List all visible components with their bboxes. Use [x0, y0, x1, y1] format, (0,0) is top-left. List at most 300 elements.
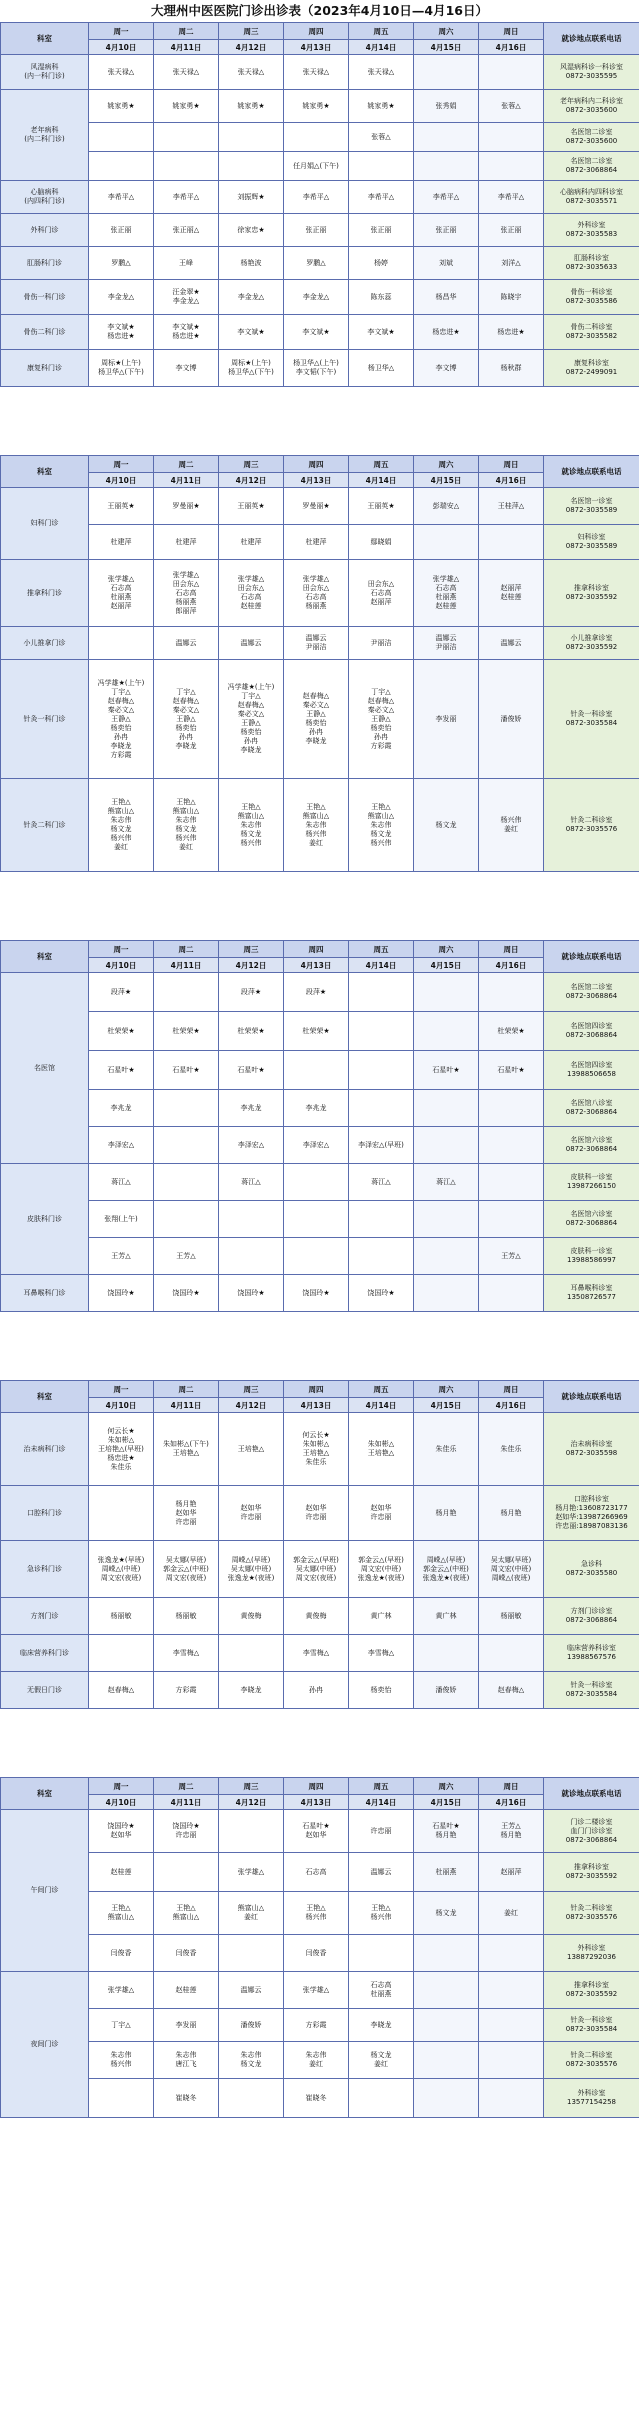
doctor-cell: 张学雄△ 石志高 杜丽燕 赵丽萍	[89, 560, 154, 627]
table-row	[1, 280, 639, 315]
header-day: 周一	[89, 23, 154, 40]
doctor-cell: 杜荣荣★	[284, 1012, 349, 1051]
header-date: 4月11日	[154, 40, 219, 55]
doctor-cell: 杨忠进★	[479, 315, 544, 350]
doctor-cell: 张学雄△ 石志高 杜丽燕 赵桂莲	[414, 560, 479, 627]
doctor-cell	[349, 1090, 414, 1127]
doctor-cell	[479, 123, 544, 152]
doctor-cell: 王芳△	[479, 1238, 544, 1275]
header-dept: 科室	[1, 1381, 89, 1413]
doctor-cell: 王艳△ 熊富山△ 朱志伟 杨文龙 杨兴伟	[219, 779, 284, 872]
table-row	[1, 488, 639, 525]
doctor-cell: 石志高	[284, 1853, 349, 1892]
header-date: 4月15日	[414, 1398, 479, 1413]
doctor-cell	[89, 627, 154, 660]
header-day: 周一	[89, 941, 154, 958]
doctor-cell: 李希平△	[349, 181, 414, 214]
doctor-cell: 何云长★ 朱如彬△ 王培艳△ 朱佳乐	[284, 1413, 349, 1486]
dept-cell: 午间门诊	[1, 1810, 89, 1972]
doctor-cell: 杨丽敏	[154, 1598, 219, 1635]
doctor-cell	[479, 1127, 544, 1164]
doctor-cell: 赵如华 许忠丽	[349, 1486, 414, 1541]
doctor-cell: 温娜云	[479, 627, 544, 660]
table-row	[1, 315, 639, 350]
doctor-cell: 张翔(上午)	[89, 1201, 154, 1238]
doctor-cell	[479, 1635, 544, 1672]
header-day: 周日	[479, 456, 544, 473]
doctor-cell: 方彩霞	[154, 1672, 219, 1709]
doctor-cell: 彭瑞安△	[414, 488, 479, 525]
dept-cell: 针灸一科门诊	[1, 660, 89, 779]
doctor-cell: 陈晓宇	[479, 280, 544, 315]
section-gap	[0, 387, 639, 455]
header-day: 周二	[154, 23, 219, 40]
doctor-cell: 朱佳乐	[479, 1413, 544, 1486]
contact-cell: 皮肤科一诊室 13988586997	[544, 1238, 639, 1275]
doctor-cell: 石星叶★	[219, 1051, 284, 1090]
doctor-cell: 段萍★	[89, 973, 154, 1012]
doctor-cell: 张天禄△	[349, 55, 414, 90]
doctor-cell: 姚家勇★	[284, 90, 349, 123]
doctor-cell	[349, 973, 414, 1012]
doctor-cell: 李文博	[414, 350, 479, 387]
header-date: 4月14日	[349, 1795, 414, 1810]
doctor-cell: 王艳△ 熊富山△ 朱志伟 杨文龙 杨兴伟	[349, 779, 414, 872]
doctor-cell: 杨卫华△(上午) 李文韬(下午)	[284, 350, 349, 387]
doctor-cell: 朱志伟 姜红	[284, 2042, 349, 2079]
doctor-cell: 王培艳△	[219, 1413, 284, 1486]
header-day: 周三	[219, 456, 284, 473]
contact-cell: 小儿推拿诊室 0872-3035592	[544, 627, 639, 660]
header-date: 4月16日	[479, 40, 544, 55]
contact-cell: 临床营养科诊室 13988567576	[544, 1635, 639, 1672]
contact-cell: 名医馆六诊室 0872-3068864	[544, 1201, 639, 1238]
header-date: 4月11日	[154, 1795, 219, 1810]
header-day: 周二	[154, 1778, 219, 1795]
header-date: 4月13日	[284, 40, 349, 55]
doctor-cell: 许忠丽	[349, 1810, 414, 1853]
doctor-cell: 杨兴伟 姜红	[479, 779, 544, 872]
header-day: 周四	[284, 23, 349, 40]
header-row	[1, 456, 639, 473]
doctor-cell: 姚家勇★	[89, 90, 154, 123]
doctor-cell: 张正丽	[284, 214, 349, 247]
doctor-cell	[414, 1090, 479, 1127]
doctor-cell: 张学雄△	[284, 1972, 349, 2009]
header-date: 4月15日	[414, 1795, 479, 1810]
table-row	[1, 123, 639, 152]
doctor-cell: 张学雄△	[89, 1972, 154, 2009]
doctor-cell: 温娜云 尹丽洁	[414, 627, 479, 660]
contact-cell: 针灸一科诊室 0872-3035584	[544, 660, 639, 779]
doctor-cell: 徐家忠★	[219, 214, 284, 247]
doctor-cell	[284, 1201, 349, 1238]
doctor-cell: 朱志伟 杨文龙	[219, 2042, 284, 2079]
doctor-cell: 李兆龙	[219, 1090, 284, 1127]
doctor-cell	[414, 55, 479, 90]
doctor-cell	[219, 2079, 284, 2118]
header-day: 周六	[414, 23, 479, 40]
doctor-cell: 赵如华 许忠丽	[284, 1486, 349, 1541]
doctor-cell: 李金龙△	[219, 280, 284, 315]
page-title: 大理州中医医院门诊出诊表（2023年4月10日—4月16日）	[151, 3, 488, 18]
doctor-cell: 张正丽	[414, 214, 479, 247]
doctor-cell: 李晓龙	[219, 1672, 284, 1709]
doctor-cell: 李希平△	[89, 181, 154, 214]
doctor-cell: 周嵘△(早班) 郭金云△(中班) 张逸龙★(夜班)	[414, 1541, 479, 1598]
header-day: 周日	[479, 941, 544, 958]
doctor-cell: 石星叶★	[479, 1051, 544, 1090]
doctor-cell	[414, 1935, 479, 1972]
contact-cell: 急诊科 0872-3035580	[544, 1541, 639, 1598]
doctor-cell: 王丽英★	[89, 488, 154, 525]
header-day: 周二	[154, 456, 219, 473]
doctor-cell: 杜丽燕	[414, 1853, 479, 1892]
doctor-cell: 李泽宏△	[219, 1127, 284, 1164]
doctor-cell: 周嵘△(早班) 吴太娜(中班) 张逸龙★(夜班)	[219, 1541, 284, 1598]
doctor-cell: 李晓龙	[349, 2009, 414, 2042]
doctor-cell	[479, 525, 544, 560]
header-date: 4月12日	[219, 1795, 284, 1810]
doctor-cell	[414, 525, 479, 560]
contact-cell: 推拿科诊室 0872-3035592	[544, 560, 639, 627]
doctor-cell: 冯学雄★(上午) 丁宇△ 赵春梅△ 秦必文△ 王静△ 杨奕怡 孙冉 李晓龙	[219, 660, 284, 779]
doctor-cell	[414, 1238, 479, 1275]
section-gap	[0, 872, 639, 940]
doctor-cell	[284, 1238, 349, 1275]
doctor-cell: 黄俊梅	[219, 1598, 284, 1635]
header-day: 周四	[284, 1778, 349, 1795]
doctor-cell: 刘振辉★	[219, 181, 284, 214]
table-row	[1, 2009, 639, 2042]
doctor-cell: 杨奕怡	[349, 1672, 414, 1709]
header-date: 4月11日	[154, 958, 219, 973]
header-date: 4月14日	[349, 40, 414, 55]
doctor-cell: 王芳△	[154, 1238, 219, 1275]
header-date: 4月15日	[414, 473, 479, 488]
table-row	[1, 1972, 639, 2009]
header-date: 4月10日	[89, 958, 154, 973]
doctor-cell: 赵丽萍	[479, 1853, 544, 1892]
doctor-cell: 饶国玲★	[284, 1275, 349, 1312]
table-row	[1, 2042, 639, 2079]
contact-cell: 治未病科诊室 0872-3035598	[544, 1413, 639, 1486]
doctor-cell: 王艳△ 熊富山△	[154, 1892, 219, 1935]
contact-cell: 针灸一科诊室 0872-3035584	[544, 2009, 639, 2042]
contact-cell: 口腔科诊室 杨月艳:13608723177 赵如华:13987266969 许忠丽:18987083136	[544, 1486, 639, 1541]
header-day: 周一	[89, 1778, 154, 1795]
doctor-cell	[479, 55, 544, 90]
contact-cell: 针灸二科诊室 0872-3035576	[544, 779, 639, 872]
table-row	[1, 1853, 639, 1892]
doctor-cell: 闫俊香	[284, 1935, 349, 1972]
header-row	[1, 1381, 639, 1398]
doctor-cell: 王桂萍△	[479, 488, 544, 525]
contact-cell: 皮肤科一诊室 13987266150	[544, 1164, 639, 1201]
doctor-cell	[414, 152, 479, 181]
doctor-cell	[89, 123, 154, 152]
schedule-tables	[0, 22, 639, 2118]
doctor-cell: 朱如彬△ 王培艳△	[349, 1413, 414, 1486]
table-row	[1, 1541, 639, 1598]
dept-cell: 肛肠科门诊	[1, 247, 89, 280]
doctor-cell: 闫俊香	[89, 1935, 154, 1972]
doctor-cell: 方彩霞	[284, 2009, 349, 2042]
table-row	[1, 1635, 639, 1672]
dept-cell: 心脑病科 (内四科门诊)	[1, 181, 89, 214]
doctor-cell: 杨文龙	[414, 779, 479, 872]
dept-cell: 骨伤一科门诊	[1, 280, 89, 315]
table-row	[1, 1090, 639, 1127]
doctor-cell: 温娜云 尹丽洁	[284, 627, 349, 660]
doctor-cell: 张学雄△	[219, 1853, 284, 1892]
doctor-cell	[89, 2079, 154, 2118]
doctor-cell: 吴太娜(早班) 周文宏(中班) 周嵘△(夜班)	[479, 1541, 544, 1598]
header-date: 4月16日	[479, 1398, 544, 1413]
doctor-cell	[154, 1127, 219, 1164]
doctor-cell: 杜荣荣★	[154, 1012, 219, 1051]
doctor-cell: 张天禄△	[154, 55, 219, 90]
contact-cell: 推拿科诊室 0872-3035592	[544, 1853, 639, 1892]
doctor-cell: 张蓉△	[479, 90, 544, 123]
doctor-cell: 杨月艳	[414, 1486, 479, 1541]
doctor-cell: 赵桂莲	[89, 1853, 154, 1892]
doctor-cell	[349, 1201, 414, 1238]
doctor-cell: 丁宇△ 赵春梅△ 秦必文△ 王静△ 杨奕怡 孙冉 方彩霞	[349, 660, 414, 779]
doctor-cell: 温娜云	[349, 1853, 414, 1892]
doctor-cell: 王丽英★	[349, 488, 414, 525]
doctor-cell: 闫俊香	[154, 1935, 219, 1972]
header-day: 周三	[219, 941, 284, 958]
header-dept: 科室	[1, 23, 89, 55]
section-gap	[0, 1709, 639, 1777]
schedule-table-1	[0, 22, 639, 387]
doctor-cell	[219, 1201, 284, 1238]
contact-cell: 针灸二科诊室 0872-3035576	[544, 1892, 639, 1935]
doctor-cell: 汪金翠★ 李金龙△	[154, 280, 219, 315]
contact-cell: 外科诊室 13887292036	[544, 1935, 639, 1972]
header-day: 周四	[284, 941, 349, 958]
doctor-cell: 石星叶★	[154, 1051, 219, 1090]
doctor-cell	[284, 1051, 349, 1090]
doctor-cell	[479, 1164, 544, 1201]
doctor-cell: 张逸龙★(早班) 周嵘△(中班) 周文宏(夜班)	[89, 1541, 154, 1598]
header-date: 4月13日	[284, 958, 349, 973]
doctor-cell: 何云长★ 朱如彬△ 王培艳△(早班) 杨忠进★ 朱佳乐	[89, 1413, 154, 1486]
table-row	[1, 152, 639, 181]
doctor-cell	[414, 1201, 479, 1238]
doctor-cell: 温娜云	[154, 627, 219, 660]
header-date: 4月12日	[219, 958, 284, 973]
doctor-cell: 王丽英★	[219, 488, 284, 525]
doctor-cell: 王芳△ 杨月艳	[479, 1810, 544, 1853]
header-date: 4月10日	[89, 1795, 154, 1810]
header-date-row	[1, 40, 639, 55]
doctor-cell: 罗曼丽★	[154, 488, 219, 525]
dept-cell: 皮肤科门诊	[1, 1164, 89, 1275]
doctor-cell: 朱志伟 唐江飞	[154, 2042, 219, 2079]
header-day: 周五	[349, 941, 414, 958]
contact-cell: 外科诊室 13577154258	[544, 2079, 639, 2118]
header-contact: 就诊地点联系电话	[544, 1778, 639, 1810]
doctor-cell: 李雪梅△	[284, 1635, 349, 1672]
contact-cell: 针灸二科诊室 0872-3035576	[544, 2042, 639, 2079]
doctor-cell	[349, 1238, 414, 1275]
schedule-table-2	[0, 455, 639, 872]
dept-cell: 临床营养科门诊	[1, 1635, 89, 1672]
doctor-cell: 杨婷	[349, 247, 414, 280]
doctor-cell	[479, 1935, 544, 1972]
table-row	[1, 560, 639, 627]
doctor-cell: 张正丽	[479, 214, 544, 247]
header-row	[1, 1778, 639, 1795]
doctor-cell: 段萍★	[219, 973, 284, 1012]
doctor-cell: 杨月艳	[479, 1486, 544, 1541]
contact-cell: 针灸一科诊室 0872-3035584	[544, 1672, 639, 1709]
doctor-cell: 李文斌★ 杨忠进★	[154, 315, 219, 350]
doctor-cell: 李金龙△	[89, 280, 154, 315]
doctor-cell: 张蓉△	[349, 123, 414, 152]
header-date-row	[1, 1795, 639, 1810]
header-dept: 科室	[1, 941, 89, 973]
doctor-cell	[154, 973, 219, 1012]
doctor-cell: 段萍★	[284, 973, 349, 1012]
table-row	[1, 1935, 639, 1972]
header-day: 周一	[89, 456, 154, 473]
dept-cell: 妇科门诊	[1, 488, 89, 560]
doctor-cell: 尹丽洁	[349, 627, 414, 660]
table-row	[1, 181, 639, 214]
dept-cell: 推拿科门诊	[1, 560, 89, 627]
doctor-cell: 饶国玲★ 赵如华	[89, 1810, 154, 1853]
doctor-cell: 杨丽敏	[89, 1598, 154, 1635]
header-contact: 就诊地点联系电话	[544, 1381, 639, 1413]
doctor-cell: 黄俊梅	[284, 1598, 349, 1635]
doctor-cell: 杨忠进★	[414, 315, 479, 350]
doctor-cell: 温娜云	[219, 1972, 284, 2009]
doctor-cell: 李泽宏△	[89, 1127, 154, 1164]
doctor-cell: 王艳△ 杨兴伟	[349, 1892, 414, 1935]
doctor-cell	[349, 2079, 414, 2118]
dept-cell: 方剂门诊	[1, 1598, 89, 1635]
header-date-row	[1, 958, 639, 973]
table-row	[1, 1051, 639, 1090]
doctor-cell: 黄广林	[414, 1598, 479, 1635]
doctor-cell: 姜红	[479, 1892, 544, 1935]
doctor-cell	[479, 1090, 544, 1127]
table-row	[1, 214, 639, 247]
doctor-cell: 郭金云△(早班) 周文宏(中班) 张逸龙★(夜班)	[349, 1541, 414, 1598]
doctor-cell: 孙冉	[284, 1672, 349, 1709]
contact-cell: 推拿科诊室 0872-3035592	[544, 1972, 639, 2009]
doctor-cell	[89, 152, 154, 181]
doctor-cell: 蒋江△	[349, 1164, 414, 1201]
doctor-cell: 张学雄△ 田会东△ 石志高 杨丽燕	[284, 560, 349, 627]
doctor-cell: 王峰	[154, 247, 219, 280]
header-day: 周五	[349, 1381, 414, 1398]
doctor-cell	[219, 123, 284, 152]
doctor-cell	[414, 2009, 479, 2042]
contact-cell: 名医馆四诊室 13988506658	[544, 1051, 639, 1090]
doctor-cell: 熊富山△ 姜红	[219, 1892, 284, 1935]
dept-cell: 针灸二科门诊	[1, 779, 89, 872]
doctor-cell: 饶国玲★	[154, 1275, 219, 1312]
table-row	[1, 779, 639, 872]
doctor-cell: 潘俊娇	[414, 1672, 479, 1709]
doctor-cell	[349, 152, 414, 181]
contact-cell: 方剂门诊诊室 0872-3068864	[544, 1598, 639, 1635]
doctor-cell	[219, 1238, 284, 1275]
contact-cell: 老年病科内二科诊室 0872-3035600	[544, 90, 639, 123]
doctor-cell: 李兆龙	[284, 1090, 349, 1127]
dept-cell: 骨伤二科门诊	[1, 315, 89, 350]
doctor-cell: 李希平△	[284, 181, 349, 214]
doctor-cell	[154, 152, 219, 181]
doctor-cell: 张正丽	[89, 214, 154, 247]
doctor-cell	[284, 123, 349, 152]
contact-cell: 名医馆八诊室 0872-3068864	[544, 1090, 639, 1127]
doctor-cell	[479, 1201, 544, 1238]
doctor-cell: 石星叶★ 赵如华	[284, 1810, 349, 1853]
doctor-cell: 李文斌★	[349, 315, 414, 350]
doctor-cell: 赵丽萍 赵桂莲	[479, 560, 544, 627]
contact-cell: 康复科诊室 0872-2499091	[544, 350, 639, 387]
doctor-cell: 李希平△	[414, 181, 479, 214]
doctor-cell: 丁宇△ 赵春梅△ 秦必文△ 王静△ 杨奕怡 孙冉 李晓龙	[154, 660, 219, 779]
header-date: 4月11日	[154, 1398, 219, 1413]
doctor-cell	[349, 1935, 414, 1972]
doctor-cell	[414, 123, 479, 152]
header-date: 4月14日	[349, 1398, 414, 1413]
doctor-cell: 张天禄△	[89, 55, 154, 90]
doctor-cell: 杨卫华△	[349, 350, 414, 387]
doctor-cell: 李文斌★	[219, 315, 284, 350]
doctor-cell: 杜建萍	[89, 525, 154, 560]
doctor-cell: 姚家勇★	[349, 90, 414, 123]
header-day: 周二	[154, 1381, 219, 1398]
table-row	[1, 1486, 639, 1541]
doctor-cell	[479, 1275, 544, 1312]
header-date: 4月12日	[219, 473, 284, 488]
table-row	[1, 1012, 639, 1051]
contact-cell: 耳鼻喉科诊室 13508726577	[544, 1275, 639, 1312]
header-day: 周六	[414, 456, 479, 473]
header-day: 周六	[414, 1778, 479, 1795]
doctor-cell: 赵春梅△ 秦必文△ 王静△ 杨奕怡 孙冉 李晓龙	[284, 660, 349, 779]
doctor-cell: 王艳△ 熊富山△ 朱志伟 杨文龙 杨兴伟 姜红	[154, 779, 219, 872]
doctor-cell: 饶国玲★ 许忠丽	[154, 1810, 219, 1853]
doctor-cell: 杨艳波	[219, 247, 284, 280]
header-row	[1, 23, 639, 40]
doctor-cell	[479, 2079, 544, 2118]
header-date: 4月13日	[284, 1795, 349, 1810]
header-date: 4月15日	[414, 958, 479, 973]
doctor-cell: 张学雄△ 田会东△ 石志高 赵桂莲	[219, 560, 284, 627]
doctor-cell: 冯学雄★(上午) 丁宇△ 赵春梅△ 秦必文△ 王静△ 杨奕怡 孙冉 李晓龙 方彩霞	[89, 660, 154, 779]
doctor-cell: 蒋江△	[219, 1164, 284, 1201]
doctor-cell	[154, 1164, 219, 1201]
table-row	[1, 55, 639, 90]
doctor-cell	[154, 1853, 219, 1892]
doctor-cell: 石星叶★	[89, 1051, 154, 1090]
doctor-cell: 李泽宏△	[284, 1127, 349, 1164]
doctor-cell	[414, 1012, 479, 1051]
doctor-cell: 刘斌	[414, 247, 479, 280]
contact-cell: 名医馆六诊室 0872-3068864	[544, 1127, 639, 1164]
header-date-row	[1, 1398, 639, 1413]
contact-cell: 风湿病科诊一科诊室 0872-3035595	[544, 55, 639, 90]
header-dept: 科室	[1, 1778, 89, 1810]
